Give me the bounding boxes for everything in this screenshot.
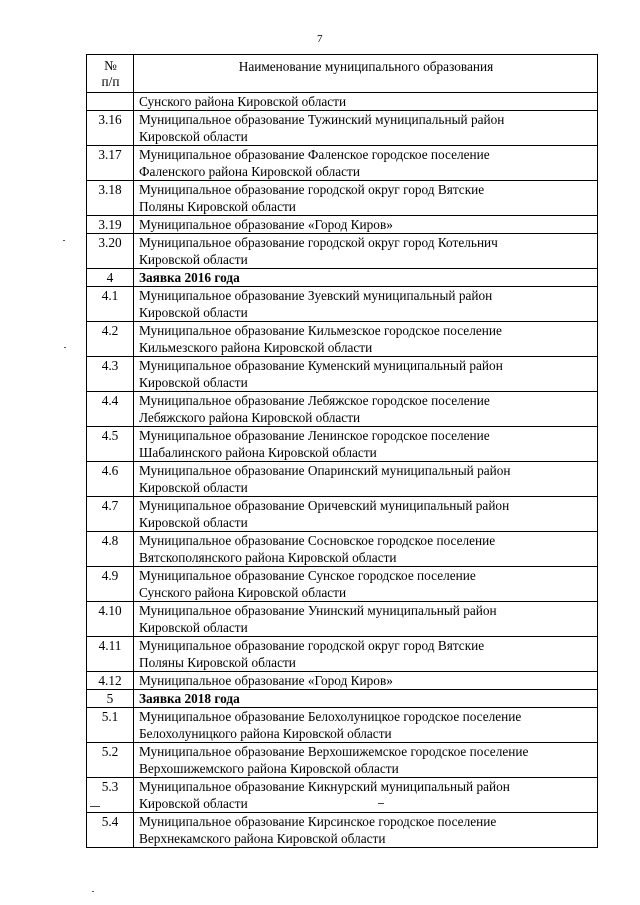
name-line: Сунского района Кировской области (139, 94, 347, 109)
scan-speck (92, 891, 94, 892)
name-line: Кильмезского района Кировской области (139, 340, 373, 355)
section-title (134, 269, 598, 287)
name-line: Верхошижемского района Кировской области (139, 761, 399, 776)
name-line: Муниципальное образование городской округ город Вятские (139, 638, 485, 653)
row-number: 4.10 (87, 602, 134, 637)
municipality-name (134, 778, 598, 813)
municipality-name (134, 427, 598, 462)
name-line: Муниципальное образование городской округ город Котельнич (139, 235, 498, 250)
header-number: № п/п (87, 55, 134, 93)
municipality-name (134, 672, 598, 690)
table-row (87, 287, 598, 322)
municipality-name (134, 216, 598, 234)
table-row (87, 234, 598, 269)
table-row (87, 637, 598, 672)
name-line: Муниципальное образование Фаленское городское поселение (139, 147, 490, 162)
municipality-table (86, 54, 598, 848)
name-line: Белохолуницкого района Кировской области (139, 726, 392, 741)
name-line: Верхнекамского района Кировской области (139, 831, 386, 846)
row-number: 5 (87, 690, 134, 708)
name-line: Муниципальное образование Зуевский муниципальный район (139, 288, 493, 303)
scan-dash (90, 806, 100, 807)
row-number: 4.3 (87, 357, 134, 392)
table-row (87, 216, 598, 234)
row-number: 3.18 (87, 181, 134, 216)
name-line: Муниципальное образование городской округ город Вятские (139, 182, 485, 197)
name-line: Муниципальное образование Куменский муниципальный район (139, 358, 503, 373)
municipality-name (134, 357, 598, 392)
name-line: Муниципальное образование Сосновское городское поселение (139, 533, 496, 548)
municipality-name (134, 234, 598, 269)
table-row (87, 497, 598, 532)
header-name: Наименование муниципального образования (134, 55, 598, 93)
row-number: 5.4 (87, 813, 134, 848)
row-number: 5.3 (87, 778, 134, 813)
table-header-row (87, 55, 598, 93)
table-row (87, 427, 598, 462)
table-row (87, 111, 598, 146)
municipality-name (134, 532, 598, 567)
name-line: Поляны Кировской области (139, 655, 296, 670)
municipality-name (134, 111, 598, 146)
table-row (87, 181, 598, 216)
section-row (87, 690, 598, 708)
row-number: 4.7 (87, 497, 134, 532)
name-line: Кировской области (139, 305, 248, 320)
name-line: Заявка 2016 года (139, 270, 240, 285)
name-line: Поляны Кировской области (139, 199, 296, 214)
section-row (87, 269, 598, 287)
name-line: Муниципальное образование «Город Киров» (139, 673, 393, 688)
table-row (87, 392, 598, 427)
name-line: Муниципальное образование Кильмезское городское поселение (139, 323, 502, 338)
municipality-name (134, 497, 598, 532)
name-line: Кировской области (139, 129, 248, 144)
table-row (87, 357, 598, 392)
municipality-name (134, 813, 598, 848)
municipality-name (134, 146, 598, 181)
municipality-name (134, 181, 598, 216)
row-number: 5.2 (87, 743, 134, 778)
table-row (87, 462, 598, 497)
row-number: 3.17 (87, 146, 134, 181)
name-line: Муниципальное образование Оричевский муниципальный район (139, 498, 510, 513)
name-line: Муниципальное образование Белохолуницкое городское поселение (139, 709, 522, 724)
row-number: 4.2 (87, 322, 134, 357)
table-body (87, 93, 598, 848)
name-line: Муниципальное образование Верхошижемское городское поселение (139, 744, 529, 759)
name-line: Фаленского района Кировской области (139, 164, 360, 179)
table-row (87, 567, 598, 602)
name-line: Кировской области (139, 620, 248, 635)
municipality-name (134, 287, 598, 322)
row-number: 4.5 (87, 427, 134, 462)
row-number: 3.19 (87, 216, 134, 234)
table-row (87, 672, 598, 690)
name-line: Муниципальное образование Лебяжское городское поселение (139, 393, 490, 408)
municipality-name (134, 322, 598, 357)
row-number: 3.16 (87, 111, 134, 146)
municipality-name (134, 743, 598, 778)
municipality-name (134, 708, 598, 743)
name-line: Муниципальное образование Сунское городское поселение (139, 568, 476, 583)
municipality-name (134, 462, 598, 497)
municipality-name (134, 602, 598, 637)
table-row (87, 813, 598, 848)
name-line: Муниципальное образование Кирсинское городское поселение (139, 814, 497, 829)
name-line: Шабалинского района Кировской области (139, 445, 377, 460)
name-line: Кировской области (139, 375, 248, 390)
row-number: 4.12 (87, 672, 134, 690)
scan-speck (63, 240, 65, 241)
table-row (87, 532, 598, 567)
name-line: Муниципальное образование «Город Киров» (139, 217, 393, 232)
row-number: 4.4 (87, 392, 134, 427)
table-row (87, 708, 598, 743)
municipality-name (134, 93, 598, 111)
name-line: Муниципальное образование Опаринский муниципальный район (139, 463, 511, 478)
name-line: Муниципальное образование Тужинский муниципальный район (139, 112, 505, 127)
table-row (87, 778, 598, 813)
name-line: Заявка 2018 года (139, 691, 240, 706)
table-row (87, 93, 598, 111)
name-line: Муниципальное образование Ленинское городское поселение (139, 428, 490, 443)
name-line: Кировской области (139, 515, 248, 530)
municipality-name (134, 392, 598, 427)
name-line: Вятскополянского района Кировской области (139, 550, 397, 565)
table-row (87, 146, 598, 181)
row-number (87, 93, 134, 111)
row-number: 4.8 (87, 532, 134, 567)
table-row (87, 602, 598, 637)
table-row (87, 322, 598, 357)
row-number: 4.6 (87, 462, 134, 497)
name-line: Кировской области (139, 796, 248, 811)
table-row (87, 743, 598, 778)
scan-dash (378, 803, 384, 804)
name-line: Сунского района Кировской области (139, 585, 347, 600)
municipality-name (134, 637, 598, 672)
name-line: Муниципальное образование Унинский муниципальный район (139, 603, 497, 618)
row-number: 3.20 (87, 234, 134, 269)
row-number: 4.9 (87, 567, 134, 602)
name-line: Кировской области (139, 252, 248, 267)
municipality-name (134, 567, 598, 602)
section-title (134, 690, 598, 708)
name-line: Лебяжского района Кировской области (139, 410, 361, 425)
page-number: 7 (317, 33, 323, 45)
name-line: Кировской области (139, 480, 248, 495)
scan-speck (64, 347, 66, 348)
row-number: 5.1 (87, 708, 134, 743)
row-number: 4.1 (87, 287, 134, 322)
name-line: Муниципальное образование Кикнурский муниципальный район (139, 779, 510, 794)
row-number: 4.11 (87, 637, 134, 672)
row-number: 4 (87, 269, 134, 287)
